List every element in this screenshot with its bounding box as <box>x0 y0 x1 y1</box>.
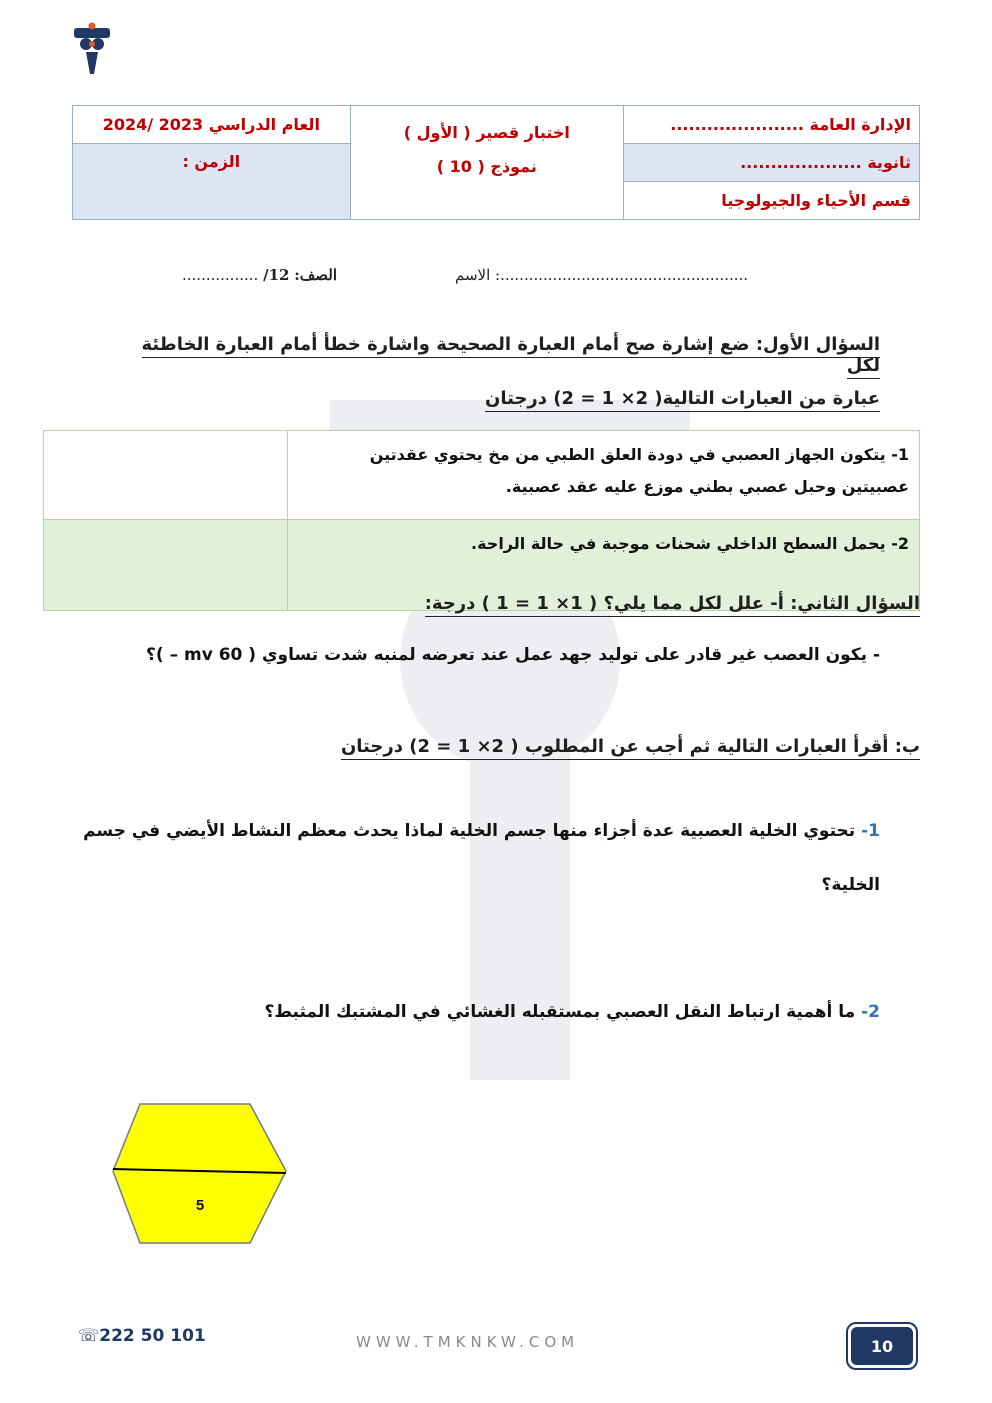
q2-a-item: - يكون العصب غير قادر على توليد جهد عمل عند تعرضه لمنبه شدت تساوي ( 60 mv – )؟ <box>146 645 880 665</box>
statement-number: 2- <box>891 534 909 553</box>
q2-b-item-1 <box>60 804 880 912</box>
q1-title-line2: عبارة من العبارات التالية( 2× 1 = 2) درجتان <box>485 388 880 412</box>
exam-title: اختبار قصير ( الأول ) <box>403 123 570 142</box>
student-name-field: الاسم :.................................................... <box>455 266 749 284</box>
year-cell: العام الدراسي 2023 /2024 <box>73 106 351 144</box>
page-number: 10 <box>851 1327 913 1365</box>
q2-b-title: ب: أقرأ العبارات التالية ثم أجب عن المطلوب ( 2× 1 = 2) درجتان <box>341 736 920 760</box>
q2-b-item-2 <box>60 1002 880 1022</box>
student-class-field <box>182 266 337 284</box>
score-value: 5 <box>195 1197 205 1214</box>
class-dots: ................ <box>182 266 259 284</box>
department-cell: قسم الأحياء والجيولوجيا <box>624 182 920 220</box>
statement-text: يحمل السطح الداخلي شحنات موجبة في حالة الراحة. <box>471 534 886 553</box>
school-cell: ثانوية .................... <box>624 144 920 182</box>
phone-number: ☏222 50 101 <box>78 1326 206 1346</box>
exam-title-cell <box>350 106 623 220</box>
q2-title: السؤال الثاني: أ- علل لكل مما يلي؟ ( 1× 1 = 1 ) درجة: <box>425 593 920 617</box>
item-text: ما أهمية ارتباط النقل العصبي بمستقبله الغشائي في المشتبك المثبط؟ <box>264 1002 856 1022</box>
true-false-table <box>43 430 920 611</box>
class-value: 12/ <box>263 266 290 284</box>
answer-cell[interactable] <box>44 431 288 520</box>
item-number: 2- <box>861 1002 880 1022</box>
exam-model: نموذج ( 10 ) <box>436 157 537 176</box>
statement-cell <box>287 431 919 520</box>
table-row <box>44 431 920 520</box>
class-label: الصف: <box>294 266 338 284</box>
statement-text: يتكون الجهاز العصبي في دودة العلق الطبي من مخ يحتوي عقدتين عصبيتين وحبل عصبي بطني موزع عليه عقد عصبية. <box>369 445 909 496</box>
hexagon-shape-icon <box>112 1103 288 1245</box>
admin-cell: الإدارة العامة ...................... <box>624 106 920 144</box>
logo-icon <box>72 22 112 76</box>
website-link[interactable]: WWW.TMKNKW.COM <box>356 1333 580 1351</box>
time-cell: الزمن : <box>73 144 351 220</box>
score-hexagon <box>112 1103 288 1245</box>
page-number-badge <box>846 1322 918 1370</box>
item-text: تحتوي الخلية العصبية عدة أجزاء منها جسم الخلية لماذا يحدث معظم النشاط الأيضي في جسم الخلية؟ <box>83 821 880 895</box>
statement-number: 1- <box>891 445 909 464</box>
q1-title-line1: السؤال الأول: ضع إشارة صح أمام العبارة الصحيحة واشارة خطأ أمام العبارة الخاطئة لكل <box>142 334 881 379</box>
header-table <box>72 105 920 220</box>
item-number: 1- <box>861 821 880 841</box>
